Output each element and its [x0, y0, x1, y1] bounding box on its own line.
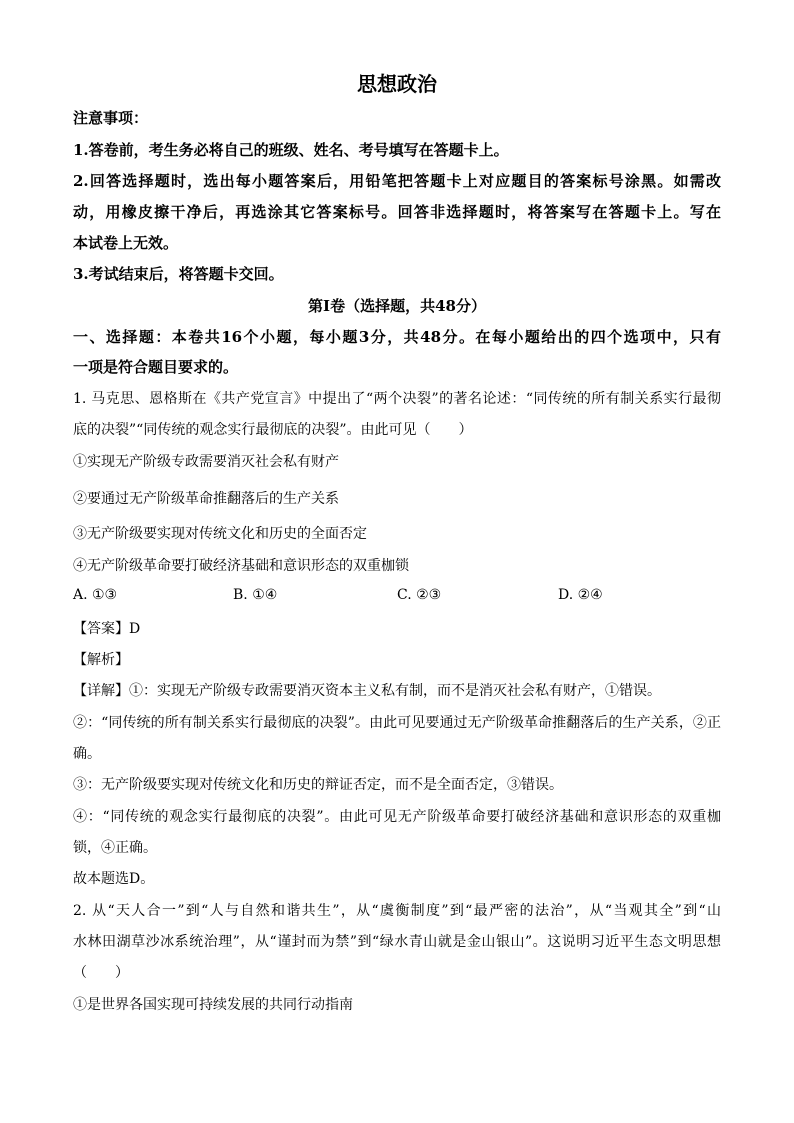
q1-option-b: B. ①④: [233, 587, 278, 603]
volume-heading: 第Ⅰ卷（选择题，共48分）: [308, 297, 486, 315]
q1-analysis-line: 故本题选D。: [73, 871, 155, 887]
notice-line: 2.回答选择题时，选出每小题答案后，用铅笔把答题卡上对应题目的答案标号涂黑。如需改: [73, 172, 721, 190]
q1-option-a: A. ①③: [73, 587, 118, 603]
notice-line: 本试卷上无效。: [73, 234, 179, 252]
section-heading: 一项是符合题目要求的。: [73, 358, 239, 376]
q2-item: ①是世界各国实现可持续发展的共同行动指南: [73, 997, 353, 1013]
q1-stem: 1. 马克思、恩格斯在《共产党宣言》中提出了“两个决裂”的著名论述：“同传统的所有制关系实行最彻: [73, 391, 721, 407]
q1-answer: 【答案】D: [73, 621, 141, 637]
q1-stem: 底的决裂”“同传统的观念实行最彻底的决裂”。由此可见（ ）: [73, 422, 473, 438]
q1-item: ④无产阶级革命要打破经济基础和意识形态的双重枷锁: [73, 558, 409, 574]
notice-heading: 注意事项：: [73, 109, 149, 127]
section-heading: 一、选择题：本卷共16个小题，每小题3分，共48分。在每小题给出的四个选项中，只有: [73, 328, 721, 346]
notice-line: 1.答卷前，考生务必将自己的班级、姓名、考号填写在答题卡上。: [73, 141, 509, 159]
q1-analysis-line: ④：“同传统的观念实行最彻底的决裂”。由此可见无产阶级革命要打破经济基础和意识形态的双重枷: [73, 809, 721, 825]
q1-analysis-line: 锁，④正确。: [73, 840, 157, 856]
q1-analysis-line: ③：无产阶级要实现对传统文化和历史的辩证否定，而不是全面否定，③错误。: [73, 777, 563, 793]
notice-line: 3.考试结束后，将答题卡交回。: [73, 265, 284, 283]
q1-analysis-line: 确。: [73, 746, 101, 762]
q1-item: ①实现无产阶级专政需要消灭社会私有财产: [73, 454, 339, 470]
notice-line: 动，用橡皮擦干净后，再选涂其它答案标号。回答非选择题时，将答案写在答题卡上。写在: [73, 203, 721, 221]
q2-stem: 水林田湖草沙冰系统治理”，从“谨封而为禁”到“绿水青山就是金山银山”。这说明习近平生态文明思想: [73, 934, 721, 950]
q2-stem: （ ）: [73, 965, 129, 981]
q1-analysis-line: ②：“同传统的所有制关系实行最彻底的决裂”。由此可见要通过无产阶级革命推翻落后的生产关系，②正: [73, 715, 721, 731]
document-title: 思想政治: [357, 72, 437, 96]
q1-item: ②要通过无产阶级革命推翻落后的生产关系: [73, 491, 339, 507]
q1-item: ③无产阶级要实现对传统文化和历史的全面否定: [73, 526, 367, 542]
q1-analysis-label: 【解析】: [73, 652, 129, 668]
q1-option-d: D. ②④: [558, 587, 603, 603]
q2-stem: 2. 从“天人合一”到“人与自然和谐共生”，从“虞衡制度”到“最严密的法治”，从“当观其全”到“山: [73, 903, 721, 919]
q1-option-c: C. ②③: [397, 587, 442, 603]
q1-analysis-line: 【详解】①：实现无产阶级专政需要消灭资本主义私有制，而不是消灭社会私有财产，①错误。: [73, 683, 661, 699]
